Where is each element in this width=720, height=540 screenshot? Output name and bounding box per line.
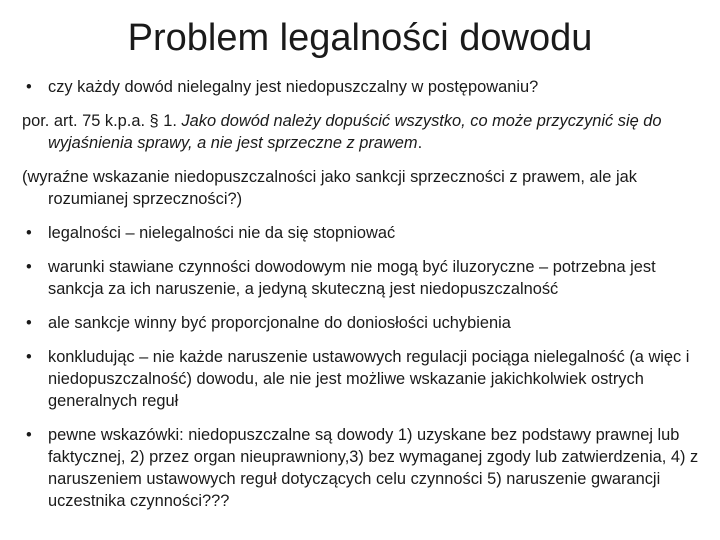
bullet-text: pewne wskazówki: niedopuszczalne są dowody 1) uzyskane bez podstawy prawnej lub faktycznej, 2) przez organ nieuprawniony,3) bez wymaganej zgody lub zatwierdzenia, 4) z naruszeniem ustawowych reguł dotyczących celu czynności 5) naruszenie gwarancji uczestnika czynności???	[48, 426, 699, 510]
bullet-icon: •	[26, 426, 32, 444]
article-ref-label: por. art. 75 k.p.a. § 1.	[22, 112, 182, 130]
article-quote-end: .	[417, 134, 423, 152]
article-reference	[22, 110, 702, 154]
bullet-text: czy każdy dowód nielegalny jest niedopuszczalny w postępowaniu?	[48, 78, 539, 96]
slide-content	[22, 76, 702, 512]
remark: (wyraźne wskazanie niedopuszczalności jako sankcji sprzeczności z prawem, ale jak rozumianej sprzeczności?)	[22, 168, 637, 208]
slide-title: Problem legalności dowodu	[127, 17, 593, 59]
bullet-text: warunki stawiane czynności dowodowym nie mogą być iluzoryczne – potrzebna jest sankcja za ich naruszenie, a jedyną skuteczną jest niedopuszczalność	[48, 258, 656, 298]
bullet-point	[22, 346, 702, 412]
bullet-text: legalności – nielegalności nie da się stopniować	[48, 224, 396, 242]
bullet-text: konkludując – nie każde naruszenie ustawowych regulacji pociąga nielegalność (a więc i niedopuszczalność) dowodu, ale nie jest możliwe wskazanie jakichkolwiek ostrych generalnych reguł	[48, 348, 690, 410]
bullet-point	[22, 312, 702, 334]
bullet-point	[22, 256, 702, 300]
bullet-text: ale sankcje winny być proporcjonalne do doniosłości uchybienia	[48, 314, 511, 332]
bullet-question	[22, 76, 702, 98]
bullet-icon: •	[26, 314, 32, 332]
bullet-icon: •	[26, 224, 32, 242]
bullet-icon: •	[26, 258, 32, 276]
bullet-icon: •	[26, 78, 32, 96]
bullet-point	[22, 424, 702, 512]
bullet-icon: •	[26, 348, 32, 366]
bullet-point	[22, 222, 702, 244]
article-quote: Jako dowód należy dopuścić wszystko, co może przyczynić się do wyjaśnienia sprawy, a nie jest sprzeczne z prawem	[48, 112, 662, 152]
